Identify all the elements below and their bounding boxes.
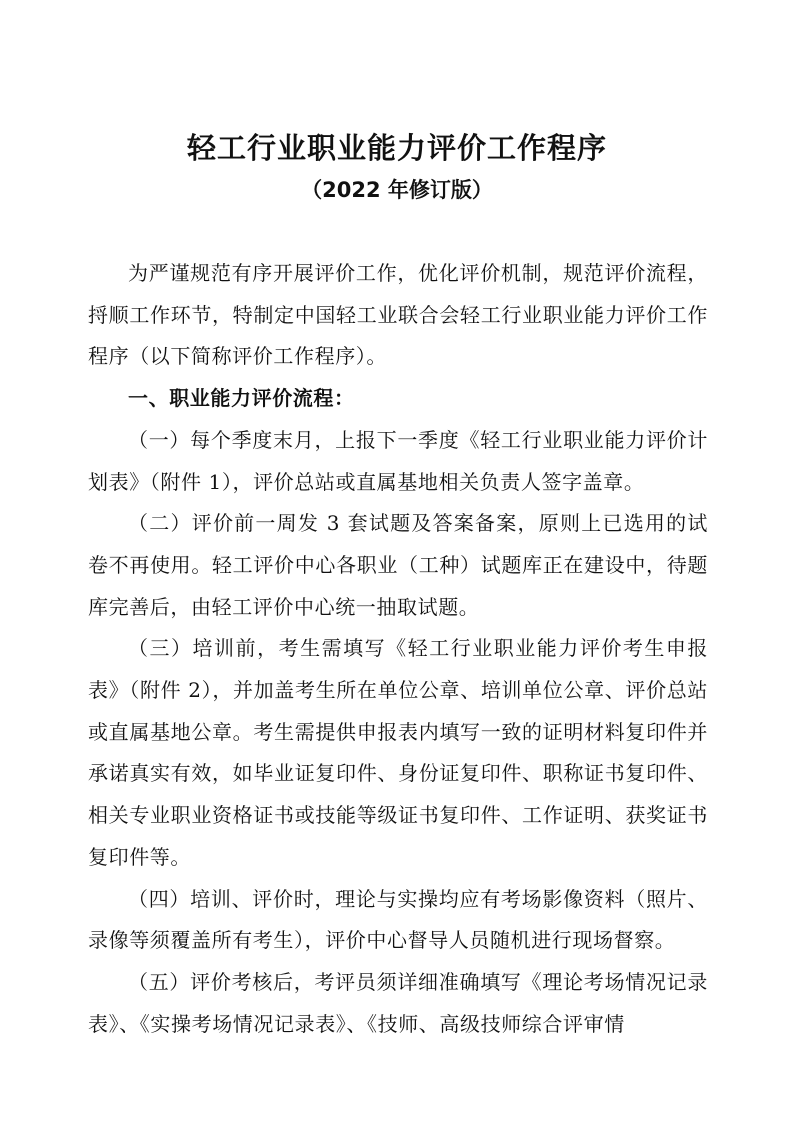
section-item-2: （二）评价前一周发 3 套试题及答案备案，原则上已选用的试卷不再使用。轻工评价中心各职业（工种）试题库正在建设中，待题库完善后，由轻工评价中心统一抽取试题。 (88, 511, 708, 619)
section-item-4: （四）培训、评价时，理论与实操均应有考场影像资料（照片、录像等须覆盖所有考生），评价中心督导人员随机进行现场督察。 (88, 886, 708, 953)
section-heading: 一、职业能力评价流程： (128, 386, 355, 411)
document-body (88, 253, 708, 1045)
document-title: 轻工行业职业能力评价工作程序 (186, 131, 607, 165)
section-item-3: （三）培训前，考生需填写《轻工行业职业能力评价考生申报表》（附件 2），并加盖考生所在单位公章、培训单位公章、评价总站或直属基地公章。考生需提供申报表内填写一致的证明材料复印件并承诺真实有效，如毕业证复印件、身份证复印件、职称证书复印件、相关专业职业资格证书或技能等级证书复印件、工作证明、获奖证书复印件等。 (88, 636, 708, 869)
intro-paragraph: 为严谨规范有序开展评价工作，优化评价机制，规范评价流程，捋顺工作环节，特制定中国轻工业联合会轻工行业职业能力评价工作程序（以下简称评价工作程序）。 (88, 261, 708, 369)
section-item-5: （五）评价考核后，考评员须详细准确填写《理论考场情况记录表》、《实操考场情况记录表》、《技师、高级技师综合评审情 (88, 969, 708, 1036)
document-subtitle: （2022 年修订版） (301, 178, 493, 202)
section-item-1: （一）每个季度末月，上报下一季度《轻工行业职业能力评价计划表》（附件 1），评价总站或直属基地相关负责人签字盖章。 (88, 427, 708, 494)
